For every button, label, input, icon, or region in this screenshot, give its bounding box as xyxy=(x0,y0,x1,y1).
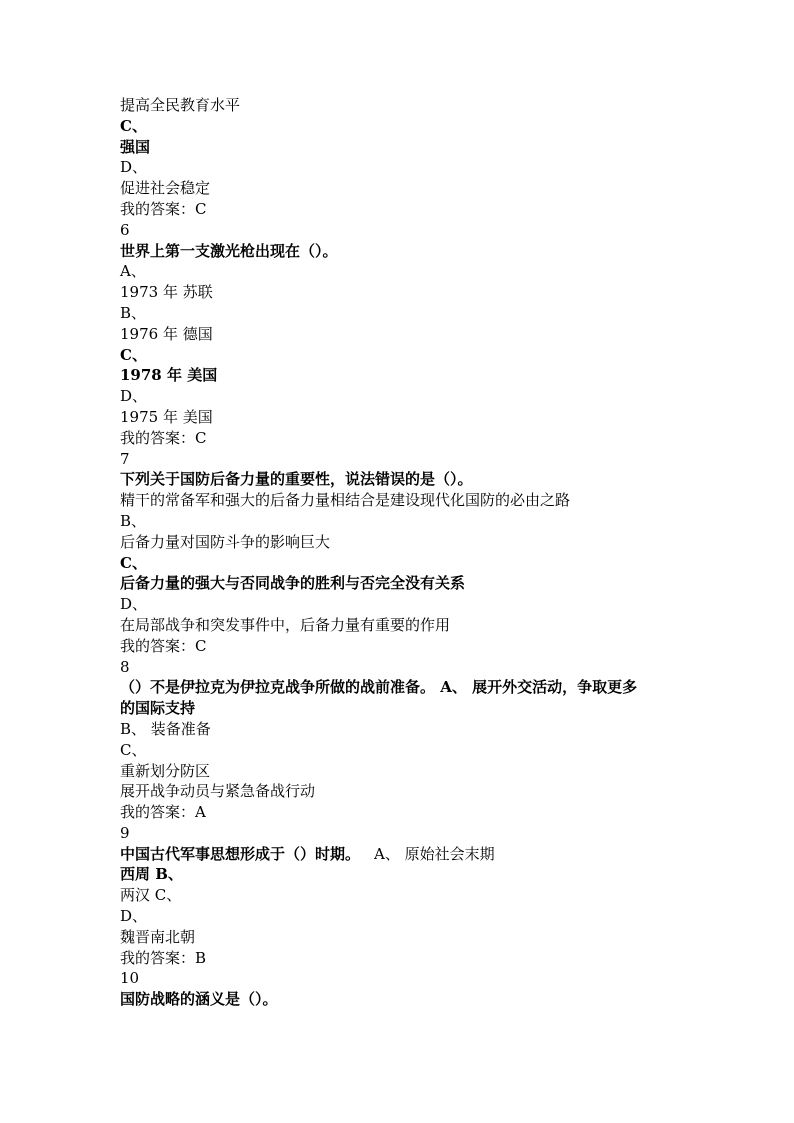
line-text: 1975 年 美国 xyxy=(120,407,213,426)
line-text: 中国古代军事思想形成于（）时期。 xyxy=(120,844,361,863)
text-line xyxy=(120,157,720,178)
text-line xyxy=(120,948,720,969)
line-text: 8 xyxy=(120,657,130,676)
text-line xyxy=(120,968,720,989)
line-text: 下列关于国防后备力量的重要性，说法错误的是（）。 xyxy=(120,470,473,489)
line-text: 1978 年 美国 xyxy=(120,366,218,385)
line-text: C、 xyxy=(120,553,147,572)
text-line xyxy=(120,636,720,657)
line-text: 我的答案：C xyxy=(120,636,207,655)
line-text: 1976 年 德国 xyxy=(120,324,213,343)
text-line xyxy=(120,469,720,490)
line-text: 促进社会稳定 xyxy=(120,179,211,198)
text-line xyxy=(120,137,720,158)
text-line xyxy=(120,386,720,407)
line-text: 提高全民教育水平 xyxy=(120,96,241,114)
text-line xyxy=(120,282,720,303)
text-line xyxy=(120,698,720,719)
line-text: D、 xyxy=(120,595,148,614)
text-line xyxy=(120,407,720,428)
line-text: D、 xyxy=(120,387,148,406)
text-line xyxy=(120,95,720,116)
line-text: B、 装备准备 xyxy=(120,719,211,738)
line-text: 1973 年 苏联 xyxy=(120,283,213,302)
line-text: B、 xyxy=(120,511,147,530)
text-line xyxy=(120,802,720,823)
text-line xyxy=(120,615,720,636)
text-line xyxy=(120,906,720,927)
line-text: 魏晋南北朝 xyxy=(120,927,196,946)
text-line xyxy=(120,677,720,698)
line-text: C、 xyxy=(120,345,147,364)
text-line xyxy=(120,864,720,885)
line-text: C、 xyxy=(120,116,147,135)
text-line xyxy=(120,511,720,532)
line-text: 后备力量的强大与否同战争的胜利与否完全没有关系 xyxy=(120,574,466,593)
text-line xyxy=(120,303,720,324)
text-line xyxy=(120,927,720,948)
text-line xyxy=(120,324,720,345)
line-text: 精干的常备军和强大的后备力量相结合是建设现代化国防的必由之路 xyxy=(120,491,571,510)
text-line xyxy=(120,428,720,449)
line-text: D、 xyxy=(120,158,148,177)
text-line xyxy=(120,844,720,865)
line-text: 我的答案：B xyxy=(120,948,207,967)
line-text: 世界上第一支激光枪出现在（）。 xyxy=(120,241,338,260)
line-text: 6 xyxy=(120,220,130,239)
text-line xyxy=(120,740,720,761)
text-line xyxy=(120,573,720,594)
line-text: B、 xyxy=(120,303,147,322)
text-line xyxy=(120,241,720,262)
text-line xyxy=(120,657,720,678)
line-tail-text: A、 原始社会末期 xyxy=(374,844,495,863)
text-line xyxy=(120,553,720,574)
text-line xyxy=(120,449,720,470)
text-line xyxy=(120,365,720,386)
text-line xyxy=(120,345,720,366)
text-line xyxy=(120,199,720,220)
line-text: 10 xyxy=(120,969,140,988)
text-line xyxy=(120,761,720,782)
line-text: C、 xyxy=(120,740,147,759)
line-text: 7 xyxy=(120,449,130,468)
text-line xyxy=(120,490,720,511)
text-line xyxy=(120,261,720,282)
line-text: 国防战略的涵义是（）。 xyxy=(120,990,278,1009)
text-line xyxy=(120,116,720,137)
document-page xyxy=(120,95,720,1010)
line-text: 我的答案：A xyxy=(120,803,206,822)
line-text: 西周 B、 xyxy=(120,865,183,884)
line-text: 强国 xyxy=(120,137,151,156)
line-text: 在局部战争和突发事件中，后备力量有重要的作用 xyxy=(120,615,451,634)
text-line xyxy=(120,989,720,1010)
text-line xyxy=(120,823,720,844)
line-text: 我的答案：C xyxy=(120,199,207,218)
line-text: 的国际支持 xyxy=(120,699,196,718)
line-text: 后备力量对国防斗争的影响巨大 xyxy=(120,532,331,551)
text-line xyxy=(120,532,720,553)
text-line xyxy=(120,781,720,802)
line-text: 我的答案：C xyxy=(120,428,207,447)
line-text: D、 xyxy=(120,907,148,926)
line-text: 重新划分防区 xyxy=(120,761,211,780)
text-line xyxy=(120,719,720,740)
text-line xyxy=(120,178,720,199)
line-text: A、 xyxy=(120,262,146,281)
line-text: 两汉 C、 xyxy=(120,886,182,905)
text-line xyxy=(120,885,720,906)
line-text: 展开战争动员与紧急备战行动 xyxy=(120,782,316,801)
text-line xyxy=(120,594,720,615)
line-text: （）不是伊拉克为伊拉克战争所做的战前准备。 A、 展开外交活动，争取更多 xyxy=(120,678,638,697)
text-line xyxy=(120,220,720,241)
line-text: 9 xyxy=(120,823,130,842)
